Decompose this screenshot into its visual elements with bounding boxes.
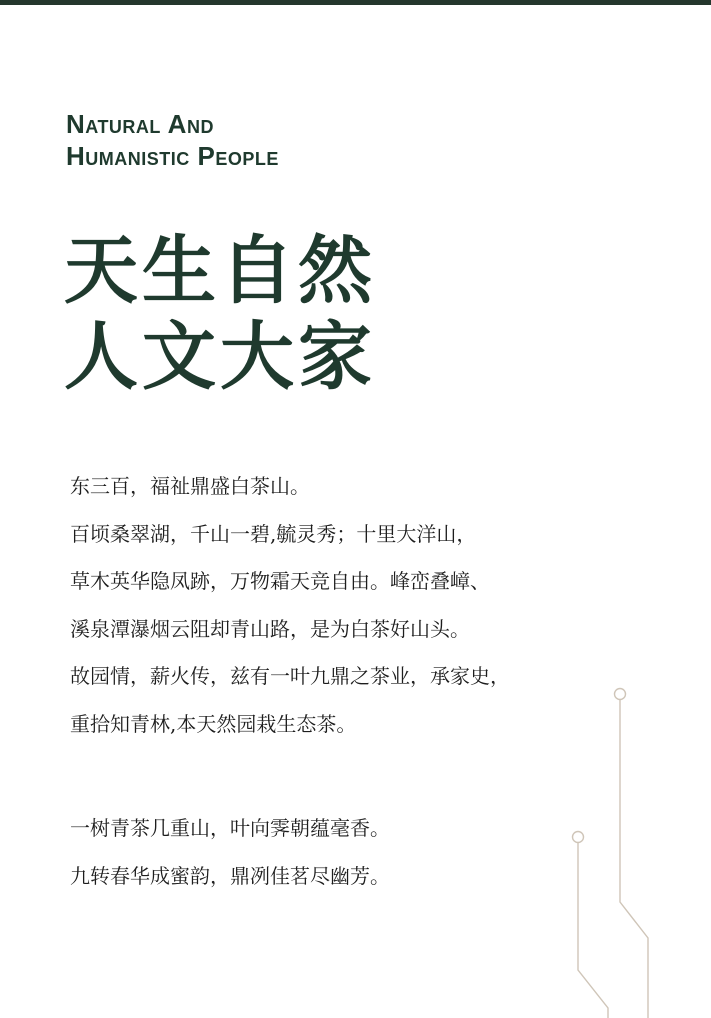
body-text bbox=[70, 466, 630, 903]
text-line: 草木英华隐凤跡，万物霜天竞自由。峰峦叠嶂、 bbox=[70, 569, 490, 593]
top-accent-bar bbox=[0, 0, 711, 5]
english-title bbox=[66, 108, 279, 172]
chinese-title-line-2: 人文大家 bbox=[64, 314, 376, 400]
text-line: 东三百，福祉鼎盛白茶山。 bbox=[70, 474, 310, 498]
paragraph-2 bbox=[70, 808, 630, 903]
text-line: 故园情，薪火传，兹有一叶九鼎之茶业，承家史， bbox=[70, 664, 510, 688]
english-title-line-2: Humanistic People bbox=[66, 141, 279, 171]
text-line: 百顷桑翠湖，千山一碧,毓灵秀；十里大洋山， bbox=[70, 521, 477, 546]
text-line: 一树青茶几重山，叶向霁朝蕴毫香。 bbox=[70, 816, 390, 840]
text-line: 溪泉潭瀑烟云阻却青山路，是为白茶好山头。 bbox=[70, 616, 470, 641]
circuit-node bbox=[573, 832, 584, 843]
chinese-title-line-1: 天生自然 bbox=[64, 228, 376, 314]
circuit-line bbox=[620, 700, 648, 1018]
text-line: 重拾知青林,本天然园栽生态茶。 bbox=[70, 711, 357, 736]
paragraph-1 bbox=[70, 466, 630, 751]
decorative-circuit-lines bbox=[560, 680, 670, 1018]
text-line: 九转春华成蜜韵，鼎冽佳茗尽幽芳。 bbox=[70, 863, 390, 888]
english-title-line-1: Natural And bbox=[66, 109, 214, 139]
circuit-node bbox=[615, 689, 626, 700]
circuit-line bbox=[578, 843, 608, 1018]
chinese-title bbox=[64, 228, 376, 400]
